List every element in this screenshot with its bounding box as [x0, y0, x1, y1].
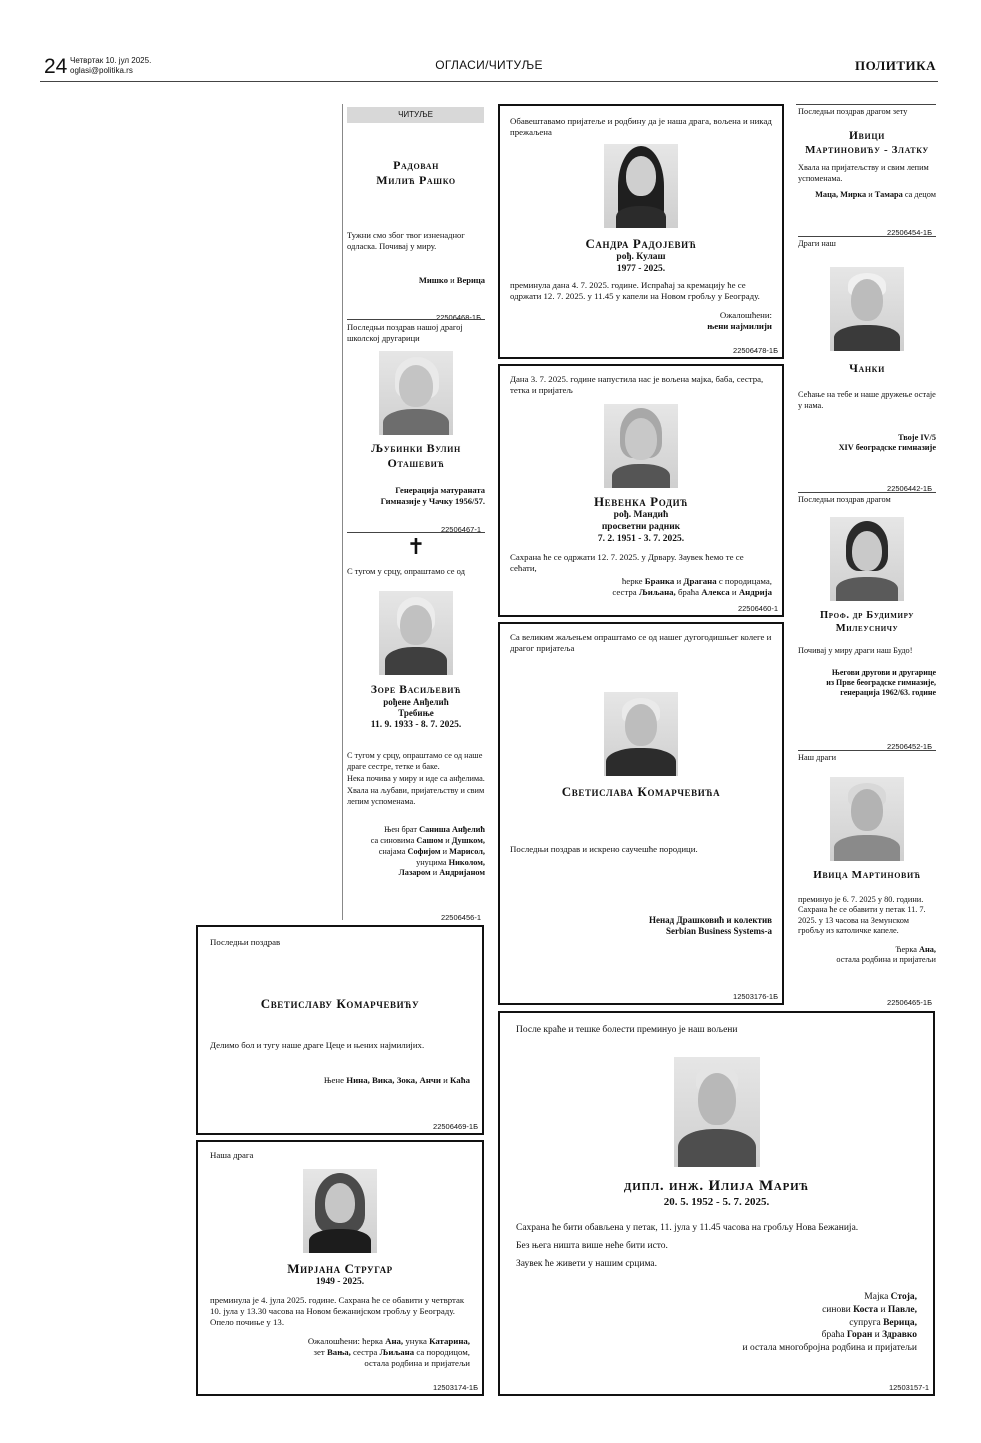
- sig-text: синови: [822, 1304, 851, 1315]
- deceased-photo: [830, 777, 904, 861]
- deceased-photo: [604, 404, 678, 488]
- ad-intro: Последњи поздрав нашој драгој школској другарици: [347, 322, 463, 343]
- signer-name: Верица,: [883, 1317, 917, 1328]
- ad-number: 22506467-1: [440, 524, 481, 534]
- signer-name: Здравко: [882, 1330, 917, 1341]
- ad-intro: Дана 3. 7. 2025. године напустила нас је вољена мајка, баба, сестра, тетка и пријатељ: [510, 374, 764, 395]
- deceased-photo: [379, 591, 453, 675]
- obituary-ad: [196, 925, 484, 1135]
- signer-name: Верица: [456, 275, 485, 286]
- deceased-name: Светиславу Комарчевићу: [260, 995, 420, 1011]
- signer-name: Љиљана: [379, 1347, 415, 1358]
- ad-intro: Последњи поздрав драгом: [798, 495, 891, 504]
- sig-text: унуцима: [416, 857, 447, 867]
- deceased-surname: Мартиновићу - Златку: [805, 143, 929, 156]
- signature: [347, 275, 485, 286]
- deceased-name: Љубинки Вулин: [371, 441, 461, 456]
- signature-line: генерација 1962/63. године: [840, 687, 936, 697]
- signer-name: Сашом: [416, 835, 444, 845]
- obituary-ad: [196, 1140, 484, 1396]
- deceased-photo: [830, 517, 904, 601]
- signer-name: Саниша Анђелић: [419, 825, 485, 835]
- ad-intro: Последњи поздрав драгом зету: [798, 107, 908, 116]
- sig-text: унука: [405, 1336, 427, 1347]
- column-1: [342, 104, 484, 920]
- ad-text: Заувек ће живети у нашим срцима.: [516, 1259, 658, 1270]
- signature-line: Генерација матураната: [395, 485, 485, 496]
- ad-intro: Последњи поздрав: [210, 937, 281, 947]
- obituary-ad: [798, 239, 936, 491]
- signer-name: Андријаном: [439, 868, 485, 878]
- deceased-name: Сандра Радојевић: [585, 235, 697, 251]
- signer-name: Бранка: [644, 575, 675, 586]
- sig-text: супруга: [849, 1317, 881, 1328]
- signer-name: Вања,: [326, 1347, 351, 1358]
- obituary-ad: [347, 536, 485, 920]
- signer-name: Стоја,: [890, 1292, 917, 1302]
- sig-text: Њене: [323, 1075, 345, 1086]
- section-title: ОГЛАСИ/ЧИТУЉЕ: [435, 58, 543, 72]
- ad-text: преминула дана 4. 7. 2025. године. Испраћај за кремацију ће се одржати 12. 7. 2025. у 11.45 у капели на Новом гробљу у Београду.: [510, 279, 760, 301]
- ad-number: 22506468-1Б: [436, 312, 481, 322]
- signature: [798, 945, 936, 966]
- deceased-photo: [379, 351, 453, 435]
- signature-line: Serbian Business Systems-a: [665, 926, 772, 937]
- sig-text: Ожалошћени: ћерка: [307, 1336, 383, 1347]
- signer-name: Душком,: [451, 835, 485, 845]
- deceased-photo: [303, 1169, 377, 1253]
- signer-name: Катарина,: [429, 1336, 470, 1347]
- signer-name: Љиљана,: [638, 586, 676, 597]
- obituary-ad: [347, 322, 485, 532]
- obituary-ad: [798, 753, 936, 1005]
- ad-number: 12503176-1Б: [733, 991, 778, 1001]
- deceased-name: Ивица Мартиновић: [813, 869, 921, 882]
- signature-line: њени најмилији: [707, 320, 772, 331]
- deceased-photo: [830, 267, 904, 351]
- deceased-surname: Оташевић: [387, 456, 445, 471]
- sig-text: сестра: [353, 1347, 378, 1358]
- signature: [210, 1075, 470, 1086]
- page-number: 24: [44, 55, 68, 78]
- obituary-ad: [498, 622, 784, 1005]
- deceased-name: Радован: [393, 158, 439, 172]
- ad-text: Сећање на тебе и наше дружење остаје у нама.: [798, 390, 936, 410]
- deceased-name: Чанки: [849, 361, 885, 376]
- conjunction: и: [445, 835, 450, 845]
- sig-text: браћа: [821, 1330, 845, 1341]
- obituary-ad: [798, 495, 936, 749]
- deceased-name: Светислава Комарчевића: [561, 783, 721, 799]
- section-label: ЧИТУЉЕ: [347, 107, 484, 123]
- ad-number: 22506469-1Б: [433, 1121, 478, 1131]
- maiden-name: рођене Анђелић: [383, 697, 449, 707]
- ad-text: преминуо је 6. 7. 2025 у 80. години. Сахрана ће се обавити у петак 11. 7. 2025. у 13 часова на Земунском гробљу из католичке капеле.: [798, 895, 926, 936]
- signer-name: Нина, Вика, Зока, Анчи: [346, 1075, 441, 1086]
- ad-text: Без њега ништа више неће бити исто.: [516, 1241, 668, 1252]
- ad-number: 22506452-1Б: [887, 741, 932, 751]
- newspaper-logo: ПОЛИТИКА: [855, 58, 936, 73]
- life-dates: 7. 2. 1951 - 3. 7. 2025.: [597, 533, 685, 544]
- ad-number: 22506456-1: [440, 912, 481, 922]
- sig-text: са синовима: [370, 835, 415, 845]
- sig-text: ћерке: [621, 575, 643, 586]
- ad-number: 22506465-1Б: [887, 997, 932, 1007]
- ad-intro: Наша драга: [210, 1150, 254, 1160]
- signature: [510, 576, 772, 598]
- life-dates: 20. 5. 1952 - 5. 7. 2025.: [663, 1195, 770, 1208]
- conjunction: и: [868, 190, 873, 200]
- signer-name: Драгана: [683, 575, 717, 586]
- signer-name: Алекса: [701, 586, 730, 597]
- page-header: [40, 50, 938, 82]
- sig-text: Њен брат: [384, 825, 418, 835]
- deceased-name: Зоре Васиљевић: [370, 683, 462, 696]
- issue-date: Четвртак 10. јул 2025.: [70, 56, 152, 65]
- signature: [516, 1291, 917, 1355]
- ad-text: Делимо бол и тугу наше драге Цеце и њених најмилијих.: [210, 1040, 425, 1051]
- signer-name: Марисол,: [449, 846, 485, 856]
- maiden-name: рођ. Кулаш: [616, 252, 666, 263]
- signature: [347, 825, 485, 879]
- occupation: просветни радник: [601, 522, 681, 533]
- signer-name: Павле,: [887, 1304, 917, 1315]
- signer-name: Андрија: [738, 586, 772, 597]
- signature: [210, 1336, 470, 1369]
- deceased-name: Проф. др Будимиру: [819, 610, 915, 622]
- sig-text: и остала многобројна родбина и пријатељи: [742, 1343, 917, 1354]
- signer-name: Мишко: [418, 275, 448, 286]
- signer-name: Ана,: [919, 944, 936, 954]
- signature-line: Ожалошћени:: [719, 309, 772, 320]
- maiden-name: рођ. Мандић: [613, 510, 669, 521]
- ad-intro: Наш драги: [798, 753, 837, 762]
- signer-name: Горан: [846, 1330, 873, 1341]
- signer-name: Коста: [853, 1304, 879, 1315]
- conjunction: и: [450, 275, 455, 286]
- signature-line: Твоје IV/5: [898, 433, 936, 443]
- signer-name: Маца, Мирка: [815, 190, 867, 200]
- signer-name: Лазаром: [398, 868, 431, 878]
- signer-name: Софијом: [407, 846, 441, 856]
- life-dates: 1977 - 2025.: [616, 264, 666, 275]
- sig-text: Ћерка: [895, 944, 917, 954]
- ad-number: 22506478-1Б: [733, 345, 778, 355]
- ad-intro: Обавештавамо пријатеље и родбину да је наша драга, вољена и никад прежаљена: [510, 116, 772, 137]
- sig-text: са породицом,: [416, 1347, 470, 1358]
- column-4: [796, 104, 936, 1006]
- conjunction: и: [731, 586, 737, 597]
- obituary-ad: [498, 364, 784, 617]
- signature-line: XIV београдске гимназије: [838, 443, 936, 453]
- obituary-ad: [498, 104, 784, 359]
- ad-text: Последњи поздрав и искрено саучешће породици.: [510, 844, 698, 855]
- deceased-name: дипл. инж. Илија Марић: [623, 1177, 810, 1194]
- sig-text: остала родбина и пријатељи: [364, 1358, 470, 1369]
- ad-text: Нека почива у миру и иде са анђелима.: [347, 774, 485, 784]
- conjunction: и: [443, 1075, 448, 1086]
- deceased-photo: [674, 1057, 760, 1167]
- sig-text: снајама: [378, 846, 406, 856]
- signature-line: Ненад Драшковић и колектив: [648, 915, 772, 926]
- deceased-name: Ивици: [849, 130, 885, 143]
- ad-text: Хвала на љубави, пријатељству и свим лепим успоменама.: [347, 786, 485, 806]
- obituary-ad: [798, 107, 936, 235]
- ad-number: 22506454-1Б: [887, 227, 932, 237]
- orthodox-cross-icon: ✝: [406, 534, 426, 559]
- sig-text: сестра: [612, 586, 637, 597]
- sig-text: зет: [313, 1347, 325, 1358]
- sig-text: с породицама,: [718, 575, 772, 586]
- signature-line: Његови другови и другарице: [831, 667, 936, 677]
- signer-name: Николом,: [448, 857, 485, 867]
- deceased-surname: Милић Рашко: [376, 173, 456, 187]
- deceased-name: Мирјана Стругар: [287, 1260, 393, 1276]
- sig-text: остала родбина и пријатељи: [836, 954, 936, 964]
- signature: [798, 190, 936, 200]
- life-dates: 1949 - 2025.: [315, 1277, 365, 1288]
- signature-line: Гимназије у Чачку 1956/57.: [380, 495, 485, 506]
- ad-text: Сахрана ће бити обављена у петак, 11. јула у 11.45 часова на гробљу Нова Бежанија.: [516, 1223, 859, 1234]
- ad-number: 12503157-1: [888, 1382, 929, 1392]
- ad-number: 22506442-1Б: [887, 483, 932, 493]
- conjunction: и: [874, 1330, 880, 1341]
- ad-text: Тужни смо због твог изненадног одласка. Почивај у миру.: [347, 230, 465, 251]
- ad-intro: После краће и тешке болести преминуо је наш вољени: [516, 1025, 738, 1035]
- sig-text: браћа: [677, 586, 700, 597]
- deceased-photo: [604, 692, 678, 776]
- deceased-photo: [604, 144, 678, 228]
- ad-number: 12503174-1Б: [433, 1382, 478, 1392]
- contact-email[interactable]: oglasi@politika.rs: [70, 65, 133, 75]
- life-dates: 11. 9. 1933 - 8. 7. 2025.: [370, 719, 462, 730]
- ad-text: Сахрана ће се одржати 12. 7. 2025. у Дрвару. Заувек ћемо те се сећати,: [510, 551, 744, 573]
- ad-intro: С тугом у срцу, опраштамо се од: [347, 566, 465, 576]
- signer-name: Каћа: [450, 1075, 470, 1086]
- deceased-surname: Милеусничу: [835, 623, 899, 635]
- ad-intro: Са великим жаљењем опраштамо се од нашег дугогодишњег колеге и драгог пријатеља: [510, 632, 772, 653]
- sig-text: Мајка: [864, 1292, 889, 1302]
- signature-line: из Прве београдске гимназије,: [826, 677, 936, 687]
- ad-number: 22506460-1: [737, 603, 778, 613]
- obituary-ad: [347, 128, 485, 320]
- sig-text: са децом: [904, 190, 936, 200]
- conjunction: и: [442, 846, 448, 856]
- conjunction: и: [432, 868, 438, 878]
- ad-text: Хвала на пријатељству и свим лепим успоменама.: [798, 163, 929, 183]
- ad-text: С тугом у срцу, опраштамо се од наше драге сестре, тетке и баке.: [347, 751, 483, 771]
- deceased-name: Невенка Родић: [593, 493, 689, 509]
- ad-intro: Драги наш: [798, 239, 836, 248]
- ad-text: преминула је 4. јула 2025. године. Сахрана ће се обавити у четвртак 10. јула у 13.30 часова на Новом бежанијском гробљу у Београду. Опело почиње у 13.: [210, 1295, 465, 1328]
- obituary-ad: [498, 1011, 935, 1396]
- conjunction: и: [676, 575, 682, 586]
- birthplace: Требиње: [398, 708, 434, 719]
- ad-text: Почивај у миру драги наш Будо!: [798, 645, 913, 655]
- signer-name: Ана,: [385, 1336, 404, 1347]
- signer-name: Тамара: [874, 190, 903, 200]
- conjunction: и: [880, 1304, 886, 1315]
